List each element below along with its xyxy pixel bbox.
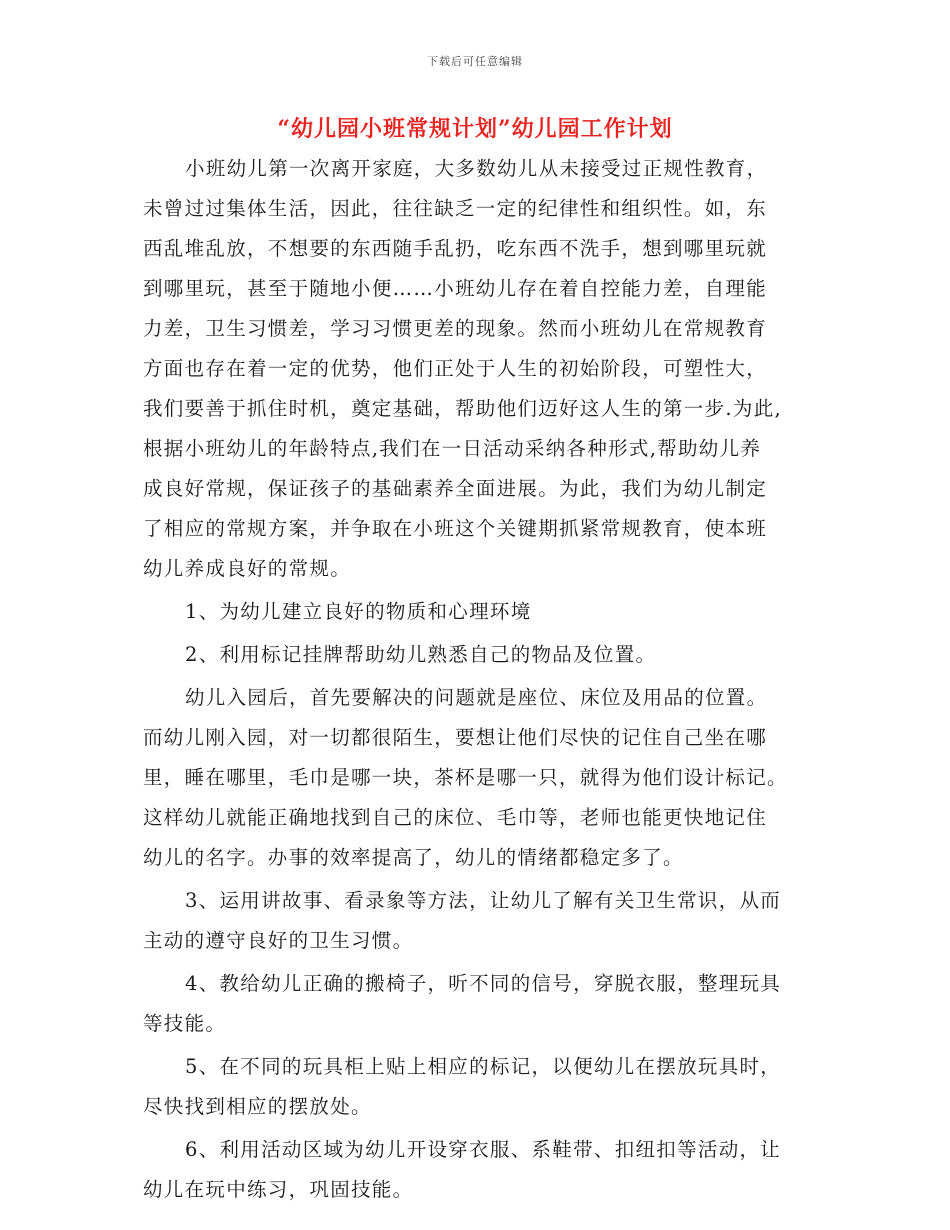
paragraph: [143, 635, 823, 675]
paragraph-line: 幼儿的名字。办事的效率提高了，幼儿的情绪都稳定多了。: [143, 846, 684, 869]
paragraph-line: 2、利用标记挂牌帮助幼儿熟悉自己的物品及位置。: [185, 643, 657, 666]
document-title: “幼儿园小班常规计划”幼儿园工作计划: [277, 116, 673, 142]
paragraph-line: 6、利用活动区域为幼儿开设穿衣服、系鞋带、扣纽扣等活动，让: [185, 1138, 782, 1161]
document-body: [143, 149, 823, 1210]
paragraph-line: 4、教给幼儿正确的搬椅子，听不同的信号，穿脱衣服，整理玩具: [185, 972, 782, 995]
paragraph: [143, 678, 823, 878]
paragraph-line: 我们要善于抓住时机，奠定基础，帮助他们迈好这人生的第一步.为此,: [143, 397, 782, 420]
paragraph: [143, 592, 823, 632]
paragraph-line: 这样幼儿就能正确地找到自己的床位、毛巾等，老师也能更快地记住: [143, 806, 768, 829]
paragraph: [143, 1047, 823, 1127]
paragraph-line: 幼儿在玩中练习，巩固技能。: [143, 1178, 414, 1201]
paragraph-line: 1、为幼儿建立良好的物质和心理环境: [185, 600, 532, 623]
paragraph-line: 小班幼儿第一次离开家庭，大多数幼儿从未接受过正规性教育，: [185, 157, 768, 180]
paragraph: [143, 149, 823, 589]
paragraph-line: 主动的遵守良好的卫生习惯。: [143, 929, 414, 952]
paragraph-line: 西乱堆乱放，不想要的东西随手乱扔，吃东西不洗手，想到哪里玩就: [143, 237, 768, 260]
paragraph-line: 幼儿入园后，首先要解决的问题就是座位、床位及用品的位置。: [185, 686, 768, 709]
paragraph-line: 等技能。: [143, 1012, 227, 1035]
paragraph-line: 到哪里玩，甚至于随地小便……小班幼儿存在着自控能力差，自理能: [143, 277, 768, 300]
paragraph: [143, 964, 823, 1044]
paragraph-line: 方面也存在着一定的优势，他们正处于人生的初始阶段，可塑性大，: [143, 357, 768, 380]
paragraph: [143, 1130, 823, 1210]
header-note: 下载后可任意编辑: [427, 55, 523, 68]
paragraph-line: 幼儿养成良好的常规。: [143, 557, 352, 580]
paragraph-line: 成良好常规，保证孩子的基础素养全面进展。为此，我们为幼儿制定: [143, 477, 768, 500]
paragraph-line: 3、运用讲故事、看录象等方法，让幼儿了解有关卫生常识，从而: [185, 889, 782, 912]
paragraph-line: 根据小班幼儿的年龄特点,我们在一日活动采纳各种形式,帮助幼儿养: [143, 437, 762, 460]
paragraph-line: 5、在不同的玩具柜上贴上相应的标记，以便幼儿在摆放玩具时，: [185, 1055, 782, 1078]
paragraph: [143, 881, 823, 961]
paragraph-line: 里，睡在哪里，毛巾是哪一块，茶杯是哪一只，就得为他们设计标记。: [143, 766, 788, 789]
paragraph-line: 而幼儿刚入园，对一切都很陌生，要想让他们尽快的记住自己坐在哪: [143, 726, 768, 749]
paragraph-line: 了相应的常规方案，并争取在小班这个关键期抓紧常规教育，使本班: [143, 517, 768, 540]
paragraph-line: 尽快找到相应的摆放处。: [143, 1095, 372, 1118]
paragraph-line: 力差，卫生习惯差，学习习惯更差的现象。然而小班幼儿在常规教育: [143, 317, 768, 340]
paragraph-line: 未曾过过集体生活，因此，往往缺乏一定的纪律性和组织性。如，东: [143, 197, 768, 220]
